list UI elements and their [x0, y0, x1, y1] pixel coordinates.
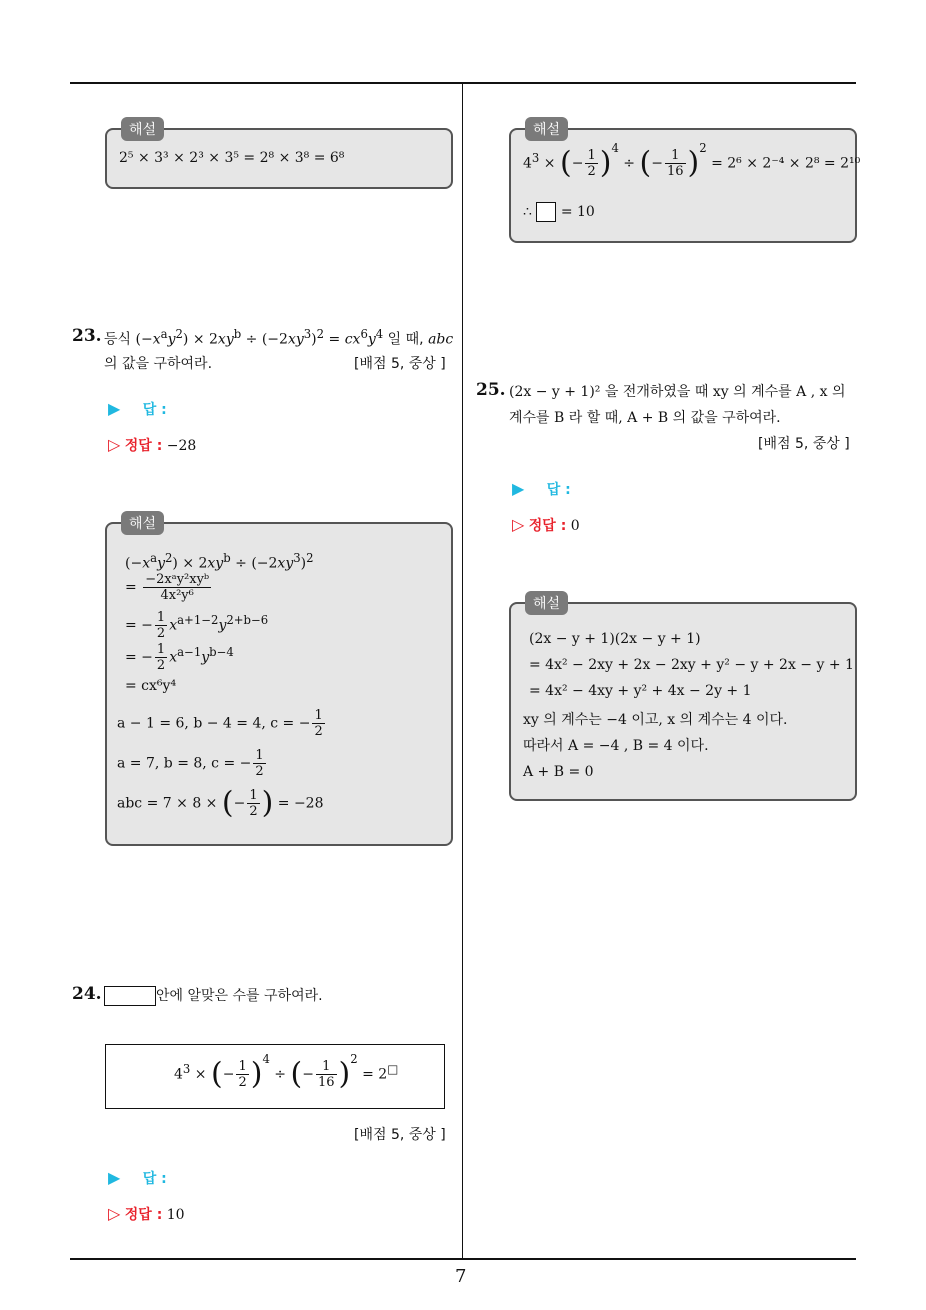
correct-value: 0 [570, 518, 580, 534]
answer-label: 답 : [546, 482, 571, 498]
blank-box [536, 202, 556, 222]
question-24-line [104, 985, 323, 1006]
exponent: b−4 [209, 644, 234, 659]
correct-label: 정답 : [124, 1207, 163, 1223]
question-text: 안에 알맞은 수를 구하여라. [156, 988, 323, 1004]
column-divider [462, 82, 463, 1259]
question-text: 등식 [104, 331, 132, 348]
outline-triangle-icon: ▷ [108, 435, 121, 454]
question-number-25: 25. [476, 380, 506, 400]
solution-line: abc = 7 × 8 × (− $\frac{1}{2}$ ) = −28 [117, 785, 324, 821]
formula: $4^3$ × (− $\frac{1}{2}$ )$^4$ ÷ (− $\frac{1}{16}$ )$^2$ = 2□ [174, 1051, 399, 1092]
fraction-numerator: −2xᵃy²xyᵇ [145, 572, 210, 587]
question-number-24: 24. [72, 984, 102, 1004]
question-text: 일 때, [387, 331, 424, 348]
exponent: a+1−2 [177, 612, 219, 627]
solution-text: = −28 [277, 795, 324, 812]
answer-label: 답 : [142, 1171, 167, 1187]
question-25-meta: [배점 5, 중상 ] [758, 436, 850, 452]
exponent: 2+b−6 [226, 612, 269, 627]
solution-text: = 10 [560, 204, 595, 220]
solution-box-q22 [105, 122, 453, 189]
question-25-line1: (2x − y + 1)² 을 전개하였을 때 xy 의 계수를 A , x 의 [509, 384, 846, 400]
fraction-denominator: 4x²y⁶ [160, 588, 194, 603]
solution-line [523, 202, 595, 222]
outline-triangle-icon: ▷ [512, 515, 525, 534]
solution-line: $(-x^ay^2) \times 2xy^b \div (-2xy^3)^2$ [125, 551, 314, 572]
play-triangle-icon: ▶ [108, 1168, 121, 1187]
solution-line: = − $\frac{1}{2}$ $x^{a+1-2}y^{2+b-6}$ [125, 610, 269, 641]
solution-line: $4^3$ × (− $\frac{1}{2}$ )$^4$ ÷ (− $\frac{1}{16}$ )$^2$ = 2⁶ × 2⁻⁴ × 2⁸ = 2¹⁰ [523, 140, 861, 181]
solution-line: (2x − y + 1)(2x − y + 1) [529, 631, 701, 647]
question-23-meta: [배점 5, 중상 ] [354, 356, 446, 372]
question-23-line1: 등식 $(-x^ay^2) \times 2xy^b \div (-2xy^3)^2 = cx^6y^4$ 일 때, abc [104, 327, 454, 348]
solution-line: 따라서 A = −4 , B = 4 이다. [523, 738, 709, 754]
therefore-symbol: ∴ [523, 204, 532, 220]
solution-line: = 4x² − 4xy + y² + 4x − 2y + 1 [529, 683, 752, 699]
solution-tag: 해설 [121, 117, 164, 141]
question-25-line2: 계수를 B 라 할 때, A + B 의 값을 구하여라. [509, 410, 781, 426]
correct-row-23 [108, 435, 196, 455]
solution-line: 2⁵ × 3³ × 2³ × 3⁵ = 2⁸ × 3⁸ = 6⁸ [119, 150, 345, 166]
question-24-meta: [배점 5, 중상 ] [354, 1127, 446, 1143]
correct-value: 10 [166, 1207, 185, 1223]
solution-tag: 해설 [525, 591, 568, 615]
question-23-line2: 의 값을 구하여라. [104, 356, 213, 372]
answer-row-25[interactable] [512, 479, 571, 499]
solution-line: a = 7, b = 8, c = − $\frac{1}{2}$ [117, 748, 264, 779]
question-24-formula-box [105, 1044, 445, 1109]
question-number-23: 23. [72, 326, 102, 346]
play-triangle-icon: ▶ [108, 399, 121, 418]
question-variable: abc [428, 331, 454, 348]
exponent: a−1 [177, 644, 202, 659]
outline-triangle-icon: ▷ [108, 1204, 121, 1223]
solution-line: = $\frac{\text{−2xᵃy²xyᵇ}}{\text{4x²y⁶}}$ [125, 572, 210, 603]
solution-box-q25 [509, 596, 857, 801]
page-number: 7 [455, 1266, 467, 1287]
solution-line: A + B = 0 [523, 764, 594, 780]
solution-line: = cx⁶y⁴ [125, 678, 177, 694]
solution-tag: 해설 [121, 511, 164, 535]
solution-line: xy 의 계수는 −4 이고, x 의 계수는 4 이다. [523, 712, 788, 728]
answer-label: 답 : [142, 402, 167, 418]
solution-text: a − 1 = 6, b − 4 = 4, c = − [117, 715, 311, 732]
answer-row-24[interactable] [108, 1168, 167, 1188]
solution-text: abc = 7 × 8 × [117, 795, 218, 812]
solution-line: = 4x² − 2xy + 2x − 2xy + y² − y + 2x − y + 1 [529, 657, 854, 673]
correct-value: −28 [166, 438, 197, 454]
correct-row-25 [512, 515, 580, 535]
solution-line: = − $\frac{1}{2}$ $x^{a-1}y^{b-4}$ [125, 642, 234, 673]
solution-line: a − 1 = 6, b − 4 = 4, c = − $\frac{1}{2}$ [117, 708, 323, 739]
solution-text: = 2⁶ × 2⁻⁴ × 2⁸ = 2¹⁰ [711, 155, 861, 172]
solution-tag: 해설 [525, 117, 568, 141]
solution-box-q24 [509, 122, 861, 243]
solution-text: a = 7, b = 8, c = − [117, 755, 252, 772]
correct-row-24 [108, 1204, 185, 1224]
answer-row-23[interactable] [108, 399, 167, 419]
correct-label: 정답 : [528, 518, 567, 534]
play-triangle-icon: ▶ [512, 479, 525, 498]
solution-box-q23 [105, 516, 453, 846]
correct-label: 정답 : [124, 438, 163, 454]
bottom-rule [70, 1258, 856, 1260]
blank-box [104, 986, 156, 1006]
